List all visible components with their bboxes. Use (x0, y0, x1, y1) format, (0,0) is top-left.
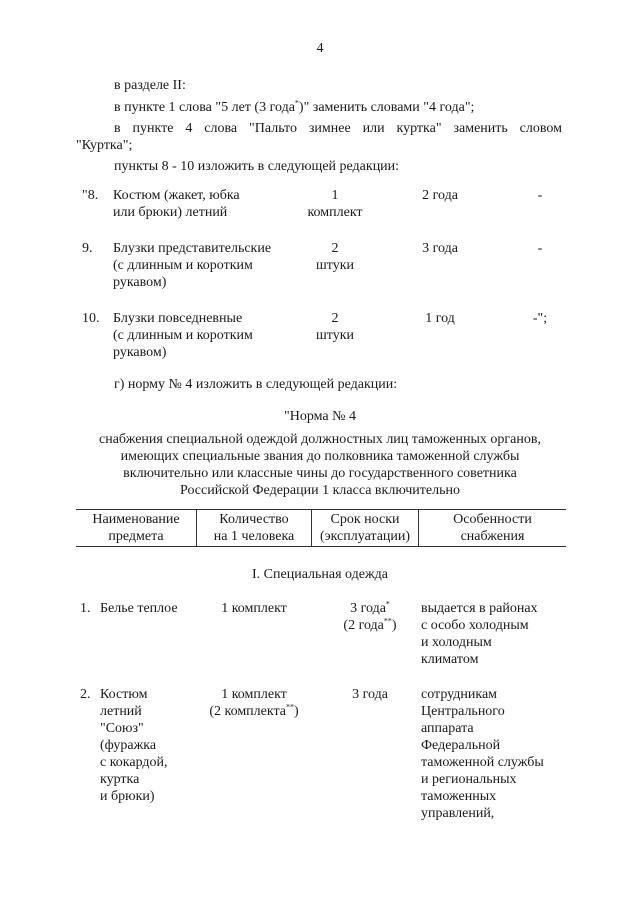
item-term: 1 год (425, 311, 455, 326)
item-note-line: сотрудникам (421, 687, 498, 702)
item-note-line: таможенных (421, 789, 497, 804)
item-name: (с длинным и коротким (113, 328, 253, 343)
item-qty: 1 комплект (221, 687, 287, 702)
item-name: Белье теплое (100, 601, 178, 616)
header-term: (эксплуатации) (319, 529, 411, 544)
item-name: Костюм (жакет, юбка (113, 188, 240, 203)
header-name: Наименование (92, 512, 180, 527)
item-name: Блузки повседневные (113, 311, 243, 326)
item-name-line: Костюм (100, 687, 148, 702)
item-number: 1. (80, 601, 91, 616)
item-qty: штуки (315, 258, 354, 273)
item-qty: 2 (331, 311, 339, 326)
item-name: рукавом) (113, 275, 167, 290)
item-note: - (537, 241, 543, 256)
item-note: и холодным (421, 635, 492, 650)
section-title: I. Специальная одежда (252, 567, 388, 582)
item-qty: 1 комплект (221, 601, 287, 616)
intro-line-2: в пункте 1 слова "5 лет (3 года*)" заменить словами "4 года"; (114, 98, 475, 115)
item-number: 2. (80, 687, 91, 702)
item-name-line: "Союз" (100, 721, 144, 736)
item-qty: 2 (331, 241, 339, 256)
item-number: 9. (82, 241, 93, 256)
norm-title: "Норма № 4 (284, 409, 356, 424)
item-note-line: аппарата (421, 721, 474, 736)
item-name: или брюки) летний (113, 205, 228, 220)
intro-line-3: в пункте 4 слова "Пальто зимнее или куртка" заменить словом (114, 121, 562, 136)
page-number: 4 (316, 41, 324, 56)
item-number: 10. (82, 311, 100, 326)
item-note-line: управлений, (421, 806, 495, 821)
item-term: 3 года (422, 241, 458, 256)
intro-line-1: в разделе II: (114, 78, 186, 93)
intro-line-4: "Куртка"; (76, 138, 133, 153)
item-name-line: (фуражка (100, 738, 157, 753)
item-name-line: с кокардой, (100, 755, 168, 770)
item-note-line: Федеральной (421, 738, 501, 753)
item-term: (2 года**) (343, 616, 397, 633)
item-note: климатом (421, 652, 479, 667)
norm-intro: г) норму № 4 изложить в следующей редакции: (114, 377, 398, 392)
item-note-line: таможенной службы (421, 755, 544, 770)
header-term: Срок носки (330, 512, 400, 527)
item-qty: штуки (315, 328, 354, 343)
norm-desc-line: имеющих специальные звания до полковника таможенной службы (120, 449, 520, 464)
item-name: Блузки представительские (113, 241, 272, 256)
item-term: 3 года (352, 687, 388, 702)
item-note-line: и региональных (421, 772, 517, 787)
item-term: 3 года* (350, 599, 390, 616)
header-qty: на 1 человека (213, 529, 295, 544)
item-qty: 1 (331, 188, 339, 203)
item-term: 2 года (422, 188, 458, 203)
norm-desc-line: снабжения специальной одеждой должностных лиц таможенных органов, (99, 432, 541, 447)
header-name: предмета (108, 529, 164, 544)
item-name-line: летний (100, 704, 142, 719)
item-name-line: куртка (100, 772, 140, 787)
item-qty: (2 комплекта**) (209, 702, 299, 719)
header-notes: снабжения (460, 529, 525, 544)
item-note: выдается в районах (421, 601, 538, 616)
norm-desc-line: включительно или классные чины до государственного советника (123, 466, 517, 481)
item-note: - (537, 188, 543, 203)
item-note-line: Центрального (421, 704, 505, 719)
item-note: -"; (532, 311, 548, 326)
norm-desc-line: Российской Федерации 1 класса включительно (180, 483, 460, 498)
item-note: с особо холодным (421, 618, 529, 633)
item-number: "8. (82, 188, 99, 203)
item-name: рукавом) (113, 345, 167, 360)
intro-line-5: пункты 8 - 10 изложить в следующей редакции: (114, 159, 400, 174)
item-qty: комплект (307, 205, 363, 220)
header-qty: Количество (219, 512, 289, 527)
item-name-line: и брюки) (100, 789, 155, 804)
item-name: (с длинным и коротким (113, 258, 253, 273)
header-notes: Особенности (453, 512, 532, 527)
